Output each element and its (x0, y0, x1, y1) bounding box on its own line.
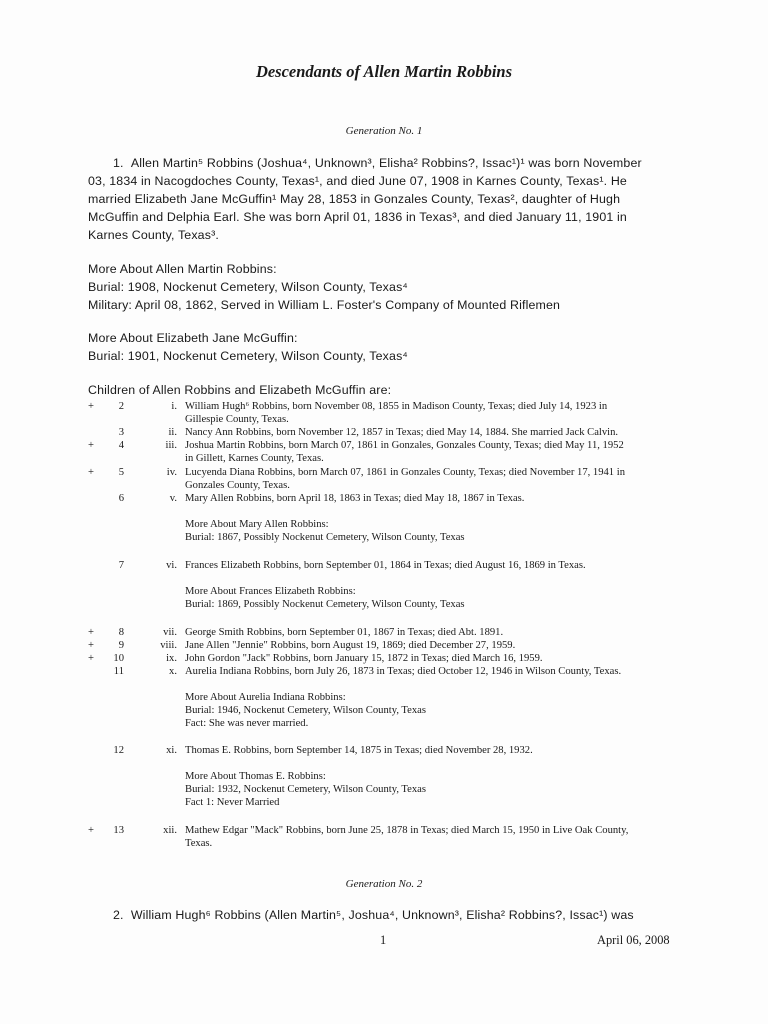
child-description: Aurelia Indiana Robbins, born July 26, 1873 in Texas; died October 12, 1946 in Wilson County, Texas. (185, 666, 622, 677)
child-roman: xii. (163, 825, 177, 836)
has-descendants-marker: + (88, 640, 94, 651)
child-number: 11 (113, 666, 124, 677)
child-number: 3 (118, 427, 124, 438)
child-roman: v. (169, 493, 177, 504)
paragraph-line: McGuffin and Delphia Earl. She was born April 01, 1836 in Texas³, and died January 11, 1901 in (88, 210, 627, 224)
child-roman: x. (169, 666, 177, 677)
child-description: Frances Elizabeth Robbins, born September 01, 1864 in Texas; died August 16, 1869 in Texas. (185, 560, 586, 571)
paragraph-line (88, 154, 688, 172)
more-about-allen (88, 260, 688, 314)
note-heading: More About Mary Allen Robbins: (185, 519, 329, 530)
generation1-paragraph (88, 154, 688, 244)
child-number: 9 (118, 640, 124, 651)
has-descendants-marker: + (88, 440, 94, 451)
child-number: 4 (118, 440, 124, 451)
has-descendants-marker: + (88, 467, 94, 478)
paragraph-line (88, 906, 688, 924)
child-description: William Hugh⁶ Robbins, born November 08, 1855 in Madison County, Texas; died July 14, 1923 in Gillespie County, Texas. (185, 401, 608, 425)
child-number: 12 (113, 745, 124, 756)
child-roman: vii. (163, 627, 177, 638)
child-number: 2 (118, 401, 124, 412)
child-roman: viii. (160, 640, 177, 651)
note-heading: More About Frances Elizabeth Robbins: (185, 586, 356, 597)
burial-line: Burial: 1901, Nockenut Cemetery, Wilson County, Texas⁴ (88, 349, 408, 363)
child-note (185, 518, 670, 544)
child-note (185, 585, 670, 611)
child-note (185, 691, 670, 730)
child-number: 6 (118, 493, 124, 504)
note-line: Burial: 1869, Possibly Nockenut Cemetery, Wilson County, Texas (185, 599, 465, 610)
burial-line: Burial: 1908, Nockenut Cemetery, Wilson County, Texas⁴ (88, 280, 408, 294)
more-about-elizabeth (88, 329, 688, 365)
note-line: Fact 1: Never Married (185, 797, 280, 808)
child-roman: ix. (166, 653, 177, 664)
has-descendants-marker: + (88, 627, 94, 638)
child-number: 8 (118, 627, 124, 638)
has-descendants-marker: + (88, 653, 94, 664)
child-description: Mathew Edgar "Mack" Robbins, born June 25, 1878 in Texas; died March 15, 1950 in Live Oak County, Texas. (185, 825, 629, 849)
has-descendants-marker: + (88, 401, 94, 412)
has-descendants-marker: + (88, 825, 94, 836)
line-text: William Hugh⁶ Robbins (Allen Martin⁵, Joshua⁴, Unknown³, Elisha² Robbins?, Issac¹) was (130, 908, 634, 922)
child-description: Joshua Martin Robbins, born March 07, 1861 in Gonzales, Gonzales County, Texas; died May 11, 1952 in Gillett, Karnes County, Texas. (185, 440, 624, 464)
note-line: Burial: 1932, Nockenut Cemetery, Wilson County, Texas (185, 784, 426, 795)
generation-heading: Generation No. 1 (345, 125, 423, 137)
child-roman: i. (171, 401, 177, 412)
child-description: Nancy Ann Robbins, born November 12, 1857 in Texas; died May 14, 1884. She married Jack Calvin. (185, 427, 619, 438)
child-description: Jane Allen "Jennie" Robbins, born August 19, 1869; died December 27, 1959. (185, 640, 516, 651)
child-description: Mary Allen Robbins, born April 18, 1863 in Texas; died May 18, 1867 in Texas. (185, 493, 525, 504)
paragraph-line: Karnes County, Texas³. (88, 228, 219, 242)
person-number: 2. (113, 908, 124, 922)
child-roman: ii. (168, 427, 177, 438)
child-roman: xi. (166, 745, 177, 756)
note-heading: More About Thomas E. Robbins: (185, 771, 326, 782)
generation2-paragraph (88, 906, 688, 924)
note-line: Burial: 1946, Nockenut Cemetery, Wilson County, Texas (185, 705, 426, 716)
child-description: John Gordon "Jack" Robbins, born January 15, 1872 in Texas; died March 16, 1959. (185, 653, 543, 664)
child-note (185, 770, 670, 809)
page-number: 1 (380, 933, 387, 947)
more-about-heading: More About Allen Martin Robbins: (88, 262, 277, 276)
child-number: 5 (118, 467, 124, 478)
child-description: Lucyenda Diana Robbins, born March 07, 1861 in Gonzales County, Texas; died November 17, 1941 in Gonzales County, Texas. (185, 467, 625, 491)
child-number: 13 (113, 825, 124, 836)
paragraph-line: 03, 1834 in Nacogdoches County, Texas¹, and died June 07, 1908 in Karnes County, Texas¹. He (88, 174, 627, 188)
footer-date: April 06, 2008 (597, 933, 670, 947)
child-description: George Smith Robbins, born September 01, 1867 in Texas; died Abt. 1891. (185, 627, 504, 638)
child-roman: iv. (166, 467, 177, 478)
note-line: Burial: 1867, Possibly Nockenut Cemetery, Wilson County, Texas (185, 532, 465, 543)
child-number: 7 (118, 560, 124, 571)
generation-heading: Generation No. 2 (345, 878, 423, 890)
person-number: 1. (113, 156, 124, 170)
child-number: 10 (113, 653, 124, 664)
document-title: Descendants of Allen Martin Robbins (255, 62, 513, 81)
child-description: Thomas E. Robbins, born September 14, 1875 in Texas; died November 28, 1932. (185, 745, 533, 756)
note-heading: More About Aurelia Indiana Robbins: (185, 692, 346, 703)
note-line: Fact: She was never married. (185, 718, 309, 729)
military-line: Military: April 08, 1862, Served in William L. Foster's Company of Mounted Riflemen (88, 298, 561, 312)
child-roman: iii. (165, 440, 177, 451)
child-roman: vi. (166, 560, 177, 571)
children-heading: Children of Allen Robbins and Elizabeth McGuffin are: (88, 383, 392, 397)
line-text: Allen Martin⁵ Robbins (Joshua⁴, Unknown³, Elisha² Robbins?, Issac¹)¹ was born November (130, 156, 642, 170)
more-about-heading: More About Elizabeth Jane McGuffin: (88, 331, 298, 345)
paragraph-line: married Elizabeth Jane McGuffin¹ May 28, 1853 in Gonzales County, Texas², daughter of Hugh (88, 192, 621, 206)
